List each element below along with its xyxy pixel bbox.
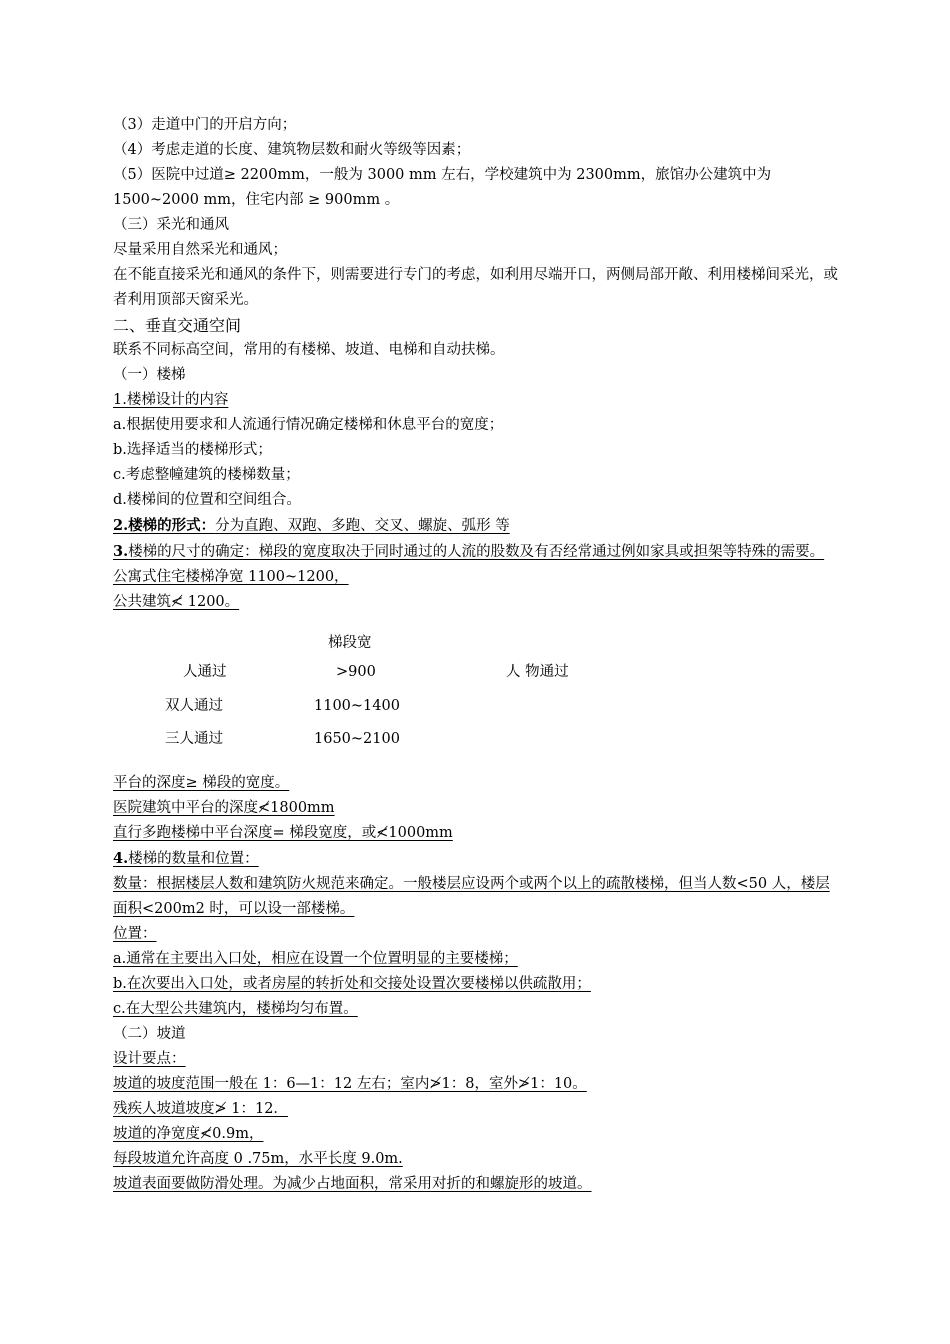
- stairs-content-heading: 1.楼梯设计的内容: [113, 392, 229, 408]
- table-row-value: >900: [336, 664, 376, 680]
- stairs-size-paragraph: [113, 539, 839, 565]
- list-item: 坡道表面要做防滑处理。为减少占地面积，常采用对折的和螺旋形的坡道。: [113, 1176, 592, 1192]
- list-item: b.在次要出入口处，或者房屋的转折处和交接处设置次要楼梯以供疏散用；: [113, 976, 591, 992]
- list-item: 坡道的坡度范围一般在 1：6—1：12 左右；室内≯1：8，室外≯1：10。: [113, 1076, 587, 1092]
- section-title: 二、垂直交通空间: [113, 316, 242, 335]
- ramp-heading: 设计要点：: [113, 1051, 186, 1067]
- list-item: 残疾人坡道坡度≯ 1：12．: [113, 1101, 288, 1117]
- table-header: 梯段宽: [328, 635, 372, 651]
- text-line: 直行多跑楼梯中平台深度= 梯段宽度，或≮1000mm: [113, 825, 453, 841]
- section-intro: 联系不同标高空间，常用的有楼梯、坡道、电梯和自动扶梯。: [113, 342, 505, 358]
- text-line: 医院建筑中平台的深度≮1800mm: [113, 800, 335, 816]
- quantity-heading-text: 楼梯的数量和位置：: [128, 851, 259, 867]
- list-item: a.通常在主要出入口处，相应在设置一个位置明显的主要楼梯；: [113, 951, 518, 967]
- position-heading: 位置：: [113, 926, 157, 942]
- text-line: （3）走道中门的开启方向；: [113, 117, 297, 133]
- stair-width-table: [113, 631, 839, 767]
- quantity-paragraph: 数量：根据楼层人数和建筑防火规范来确定。一般楼层应设两个或两个以上的疏散楼梯，但当人数<50 人，楼层面积<200m2 时，可以设一部楼梯。: [113, 876, 830, 917]
- quantity-heading: [113, 846, 839, 872]
- subsection-title: （二）坡道: [113, 1026, 186, 1042]
- table-row-value: 1650~2100: [314, 731, 400, 747]
- stairs-form-label: 2.楼梯的形式：: [113, 517, 216, 534]
- list-item: b.选择适当的楼梯形式；: [113, 442, 272, 458]
- table-row-label: 人通过: [183, 664, 227, 680]
- quantity-label: 4.: [113, 850, 129, 867]
- list-item: 坡道的净宽度≮0.9m，: [113, 1126, 264, 1142]
- list-item: 每段坡道允许高度 0 .75m，水平长度 9.0m.: [113, 1151, 403, 1167]
- list-item: d.楼梯间的位置和空间组合。: [113, 492, 301, 508]
- text-paragraph: 在不能直接采光和通风的条件下，则需要进行专门的考虑，如利用尽端开口，两侧局部开敞、利用楼梯间采光，或者利用顶部天窗采光。: [113, 267, 838, 308]
- stairs-form-line: [113, 513, 839, 539]
- stairs-form-text: 分为直跑、双跑、多跑、交叉、螺旋、弧形 等: [215, 518, 510, 534]
- list-item: a.根据使用要求和人流通行情况确定楼梯和休息平台的宽度；: [113, 417, 504, 433]
- stairs-size-label: 3.: [113, 543, 129, 560]
- list-item: c.在大型公共建筑内，楼梯均匀布置。: [113, 1001, 358, 1017]
- text-line: 公寓式住宅楼梯净宽 1100~1200，: [113, 569, 349, 585]
- document-body: [113, 113, 839, 1197]
- table-row-label: 三人通过: [165, 731, 223, 747]
- subsection-title: （一）楼梯: [113, 367, 186, 383]
- text-paragraph: （5）医院中过道≥ 2200mm，一般为 3000 mm 左右，学校建筑中为 2300mm，旅馆办公建筑中为 1500~2000 mm，住宅内部 ≥ 900mm 。: [113, 167, 772, 208]
- list-item: c.考虑整幢建筑的楼梯数量；: [113, 467, 300, 483]
- table-row-extra: 人 物通过: [506, 664, 569, 680]
- text-line: 平台的深度≥ 梯段的宽度。: [113, 775, 290, 791]
- text-line: （4）考虑走道的长度、建筑物层数和耐火等级等因素；: [113, 142, 471, 158]
- text-line: 公共建筑≮ 1200。: [113, 594, 240, 610]
- subsection-title: （三）采光和通风: [113, 217, 229, 233]
- stairs-size-text: 楼梯的尺寸的确定：梯段的宽度取决于同时通过的人流的股数及有否经常通过例如家具或担架等特殊的需要。: [128, 544, 825, 560]
- text-line: 尽量采用自然采光和通风；: [113, 242, 287, 258]
- table-row-label: 双人通过: [165, 698, 223, 714]
- table-row-value: 1100~1400: [314, 698, 400, 714]
